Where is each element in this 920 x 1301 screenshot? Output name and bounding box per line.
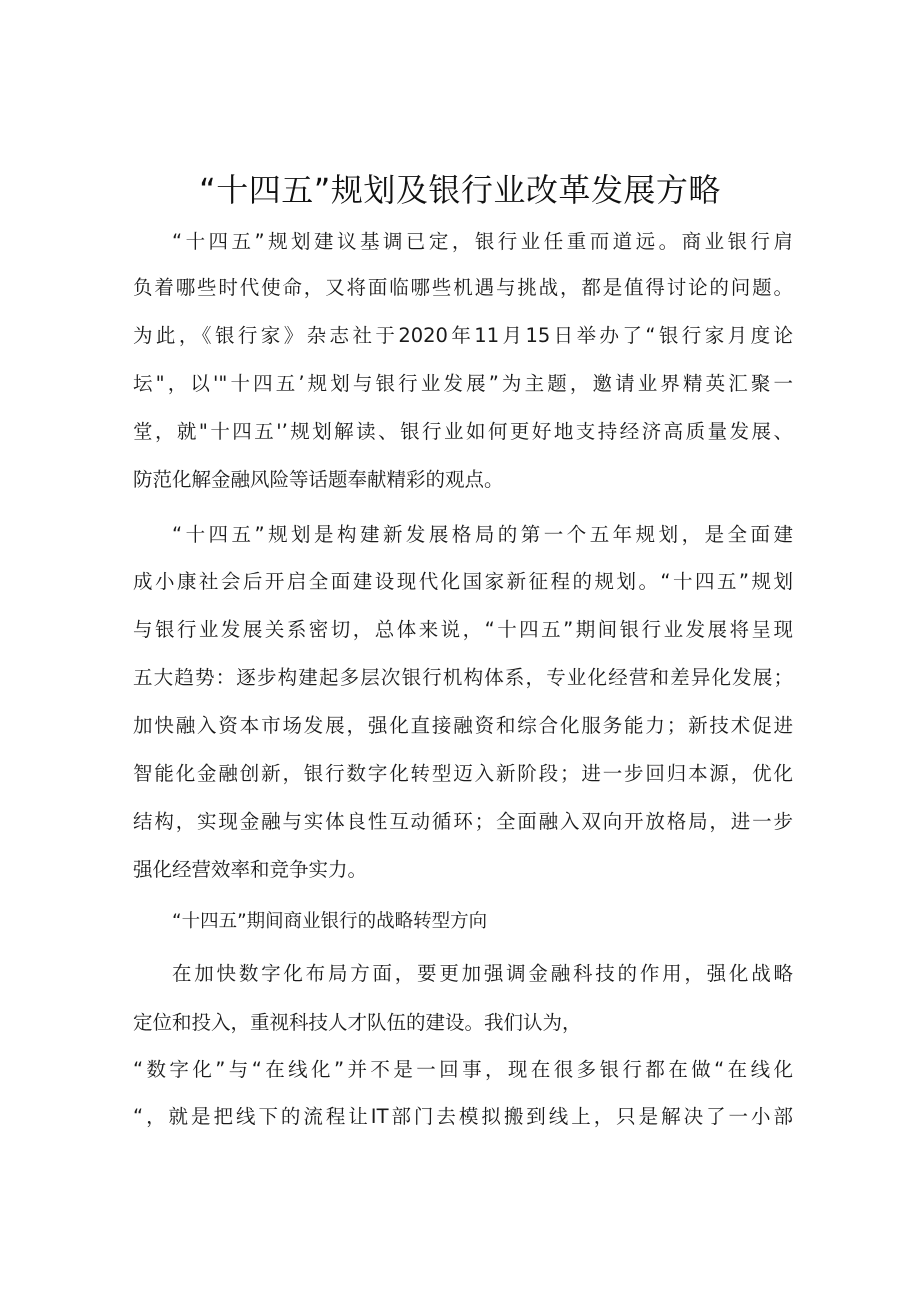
paragraph-2-line-4: 五大趋势：逐步构建起多层次银行机构体系，专业化经营和差异化发展； [133,666,793,689]
paragraph-2-line-2: 成小康社会后开启全面建设现代化国家新征程的规划。“十四五”规划 [133,570,793,593]
paragraph-1-line-2: 负着哪些时代使命，又将面临哪些机遇与挑战，都是值得讨论的问题。 [133,276,793,299]
paragraph-2-line-6: 智能化金融创新，银行数字化转型迈入新阶段；进一步回归本源，优化 [133,762,793,785]
paragraph-2-line-3: 与银行业发展关系密切，总体来说，“十四五”期间银行业发展将呈现 [133,618,793,641]
paragraph-3-line-1: 在加快数字化布局方面，要更加强调金融科技的作用，强化战略 [172,962,793,985]
paragraph-1-line-1: “十四五”规划建议基调已定，银行业任重而道远。商业银行肩 [172,230,793,253]
paragraph-3-line-4: “，就是把线下的流程让IT部门去模拟搬到线上，只是解决了一小部 [133,1105,793,1128]
paragraph-3-line-3: “数字化”与“在线化”并不是一回事，现在很多银行都在做“在线化 [133,1058,793,1081]
section-heading: “十四五”期间商业银行的战略转型方向 [172,911,488,932]
paragraph-3-line-2: 定位和投入，重视科技人才队伍的建设。我们认为， [133,1011,582,1034]
paragraph-2-line-7: 结构，实现金融与实体良性互动循环；全面融入双向开放格局，进一步 [133,810,793,833]
paragraph-2-line-8: 强化经营效率和竞争实力。 [133,858,368,881]
paragraph-1-line-5: 堂，就"十四五'’规划解读、银行业如何更好地支持经济高质量发展、 [133,420,793,443]
paragraph-1-line-6: 防范化解金融风险等话题奉献精彩的观点。 [133,468,504,491]
document-title: “十四五”规划及银行业改革发展方略 [199,171,721,209]
paragraph-1-line-3: 为此，《银行家》杂志社于2020年11月15日举办了“银行家月度论 [133,324,793,347]
paragraph-1-line-4: 坛"，以'"十四五’规划与银行业发展”为主题，邀请业界精英汇聚一 [133,372,793,395]
paragraph-2-line-5: 加快融入资本市场发展，强化直接融资和综合化服务能力；新技术促进 [133,714,793,737]
paragraph-2-line-1: “十四五”规划是构建新发展格局的第一个五年规划，是全面建 [172,523,793,546]
